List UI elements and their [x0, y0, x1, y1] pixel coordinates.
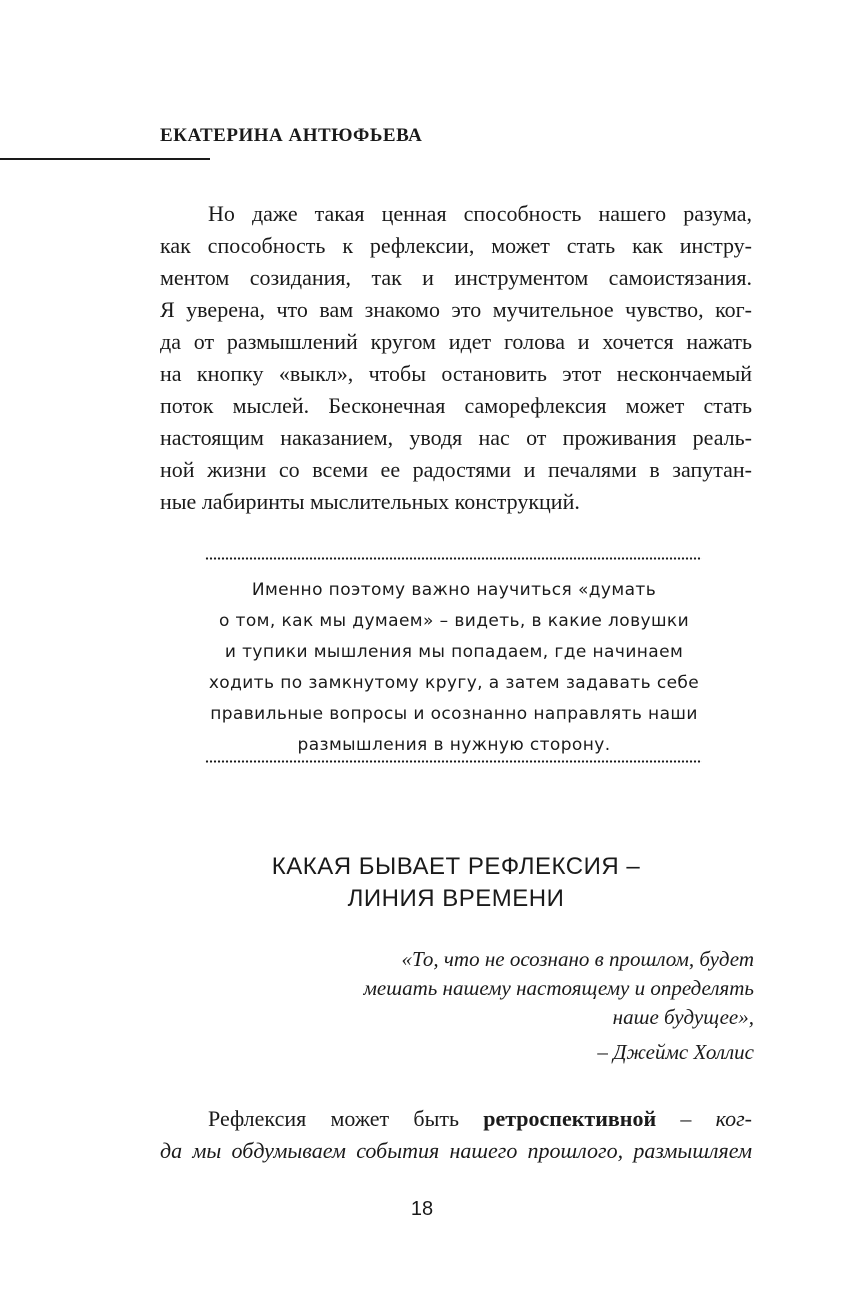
callout-line: размышления в нужную сторону.: [297, 735, 611, 755]
epigraph-line: наше будущее»,: [612, 1005, 754, 1029]
paragraph-line: да от размышлений кругом идет голова и хочется нажать: [160, 329, 752, 354]
paragraph-line: ментом созидания, так и инструментом самоистязания.: [160, 265, 752, 290]
emphasis-term: ретроспективной: [483, 1106, 657, 1131]
header-rule: [0, 158, 210, 160]
callout-line: и тупики мышления мы попадаем, где начинаем: [224, 642, 684, 662]
callout-line: о том, как мы думаем» – видеть, в какие ловушки: [218, 611, 690, 631]
callout-top-dotted-rule: [205, 557, 702, 560]
section-heading-line: КАКАЯ БЫВАЕТ РЕФЛЕКСИЯ –: [271, 853, 641, 880]
header-author-name: ЕКАТЕРИНА АНТЮФЬЕВА: [160, 125, 423, 146]
callout-line: правильные вопросы и осознанно направлять наши: [210, 704, 698, 724]
paragraph-italic-text: ког-: [715, 1106, 752, 1131]
paragraph-line: Я уверена, что вам знакомо это мучительное чувство, ког-: [160, 297, 752, 322]
callout-line: Именно поэтому важно научиться «думать: [251, 580, 657, 600]
paragraph-line: поток мыслей. Бесконечная саморефлексия может стать: [160, 393, 752, 418]
paragraph-line: [208, 1103, 752, 1134]
epigraph-author: – Джеймс Холлис: [597, 1040, 754, 1064]
paragraph-line: настоящим наказанием, уводя нас от проживания реаль-: [160, 425, 752, 450]
page-number: 18: [410, 1198, 434, 1220]
paragraph-line: как способность к рефлексии, может стать как инстру-: [160, 233, 752, 258]
callout-bottom-dotted-rule: [205, 760, 702, 763]
callout-line: ходить по замкнутому кругу, а затем задавать себе: [208, 673, 700, 693]
paragraph-dash: –: [656, 1106, 716, 1131]
paragraph-line: да мы обдумываем события нашего прошлого, размышляем: [160, 1138, 752, 1163]
paragraph-line: ной жизни со всеми ее радостями и печалями в запутан-: [160, 457, 752, 482]
paragraph-line: Но даже такая ценная способность нашего разума,: [208, 201, 752, 226]
paragraph-text: Рефлексия может быть: [208, 1106, 484, 1131]
epigraph-line: «То, что не осознано в прошлом, будет: [401, 947, 754, 971]
section-heading-line: ЛИНИЯ ВРЕМЕНИ: [347, 885, 565, 912]
paragraph-line: на кнопку «выкл», чтобы остановить этот нескончаемый: [160, 361, 752, 386]
epigraph-line: мешать нашему настоящему и определять: [363, 976, 754, 1000]
paragraph-line: ные лабиринты мыслительных конструкций.: [160, 489, 580, 514]
